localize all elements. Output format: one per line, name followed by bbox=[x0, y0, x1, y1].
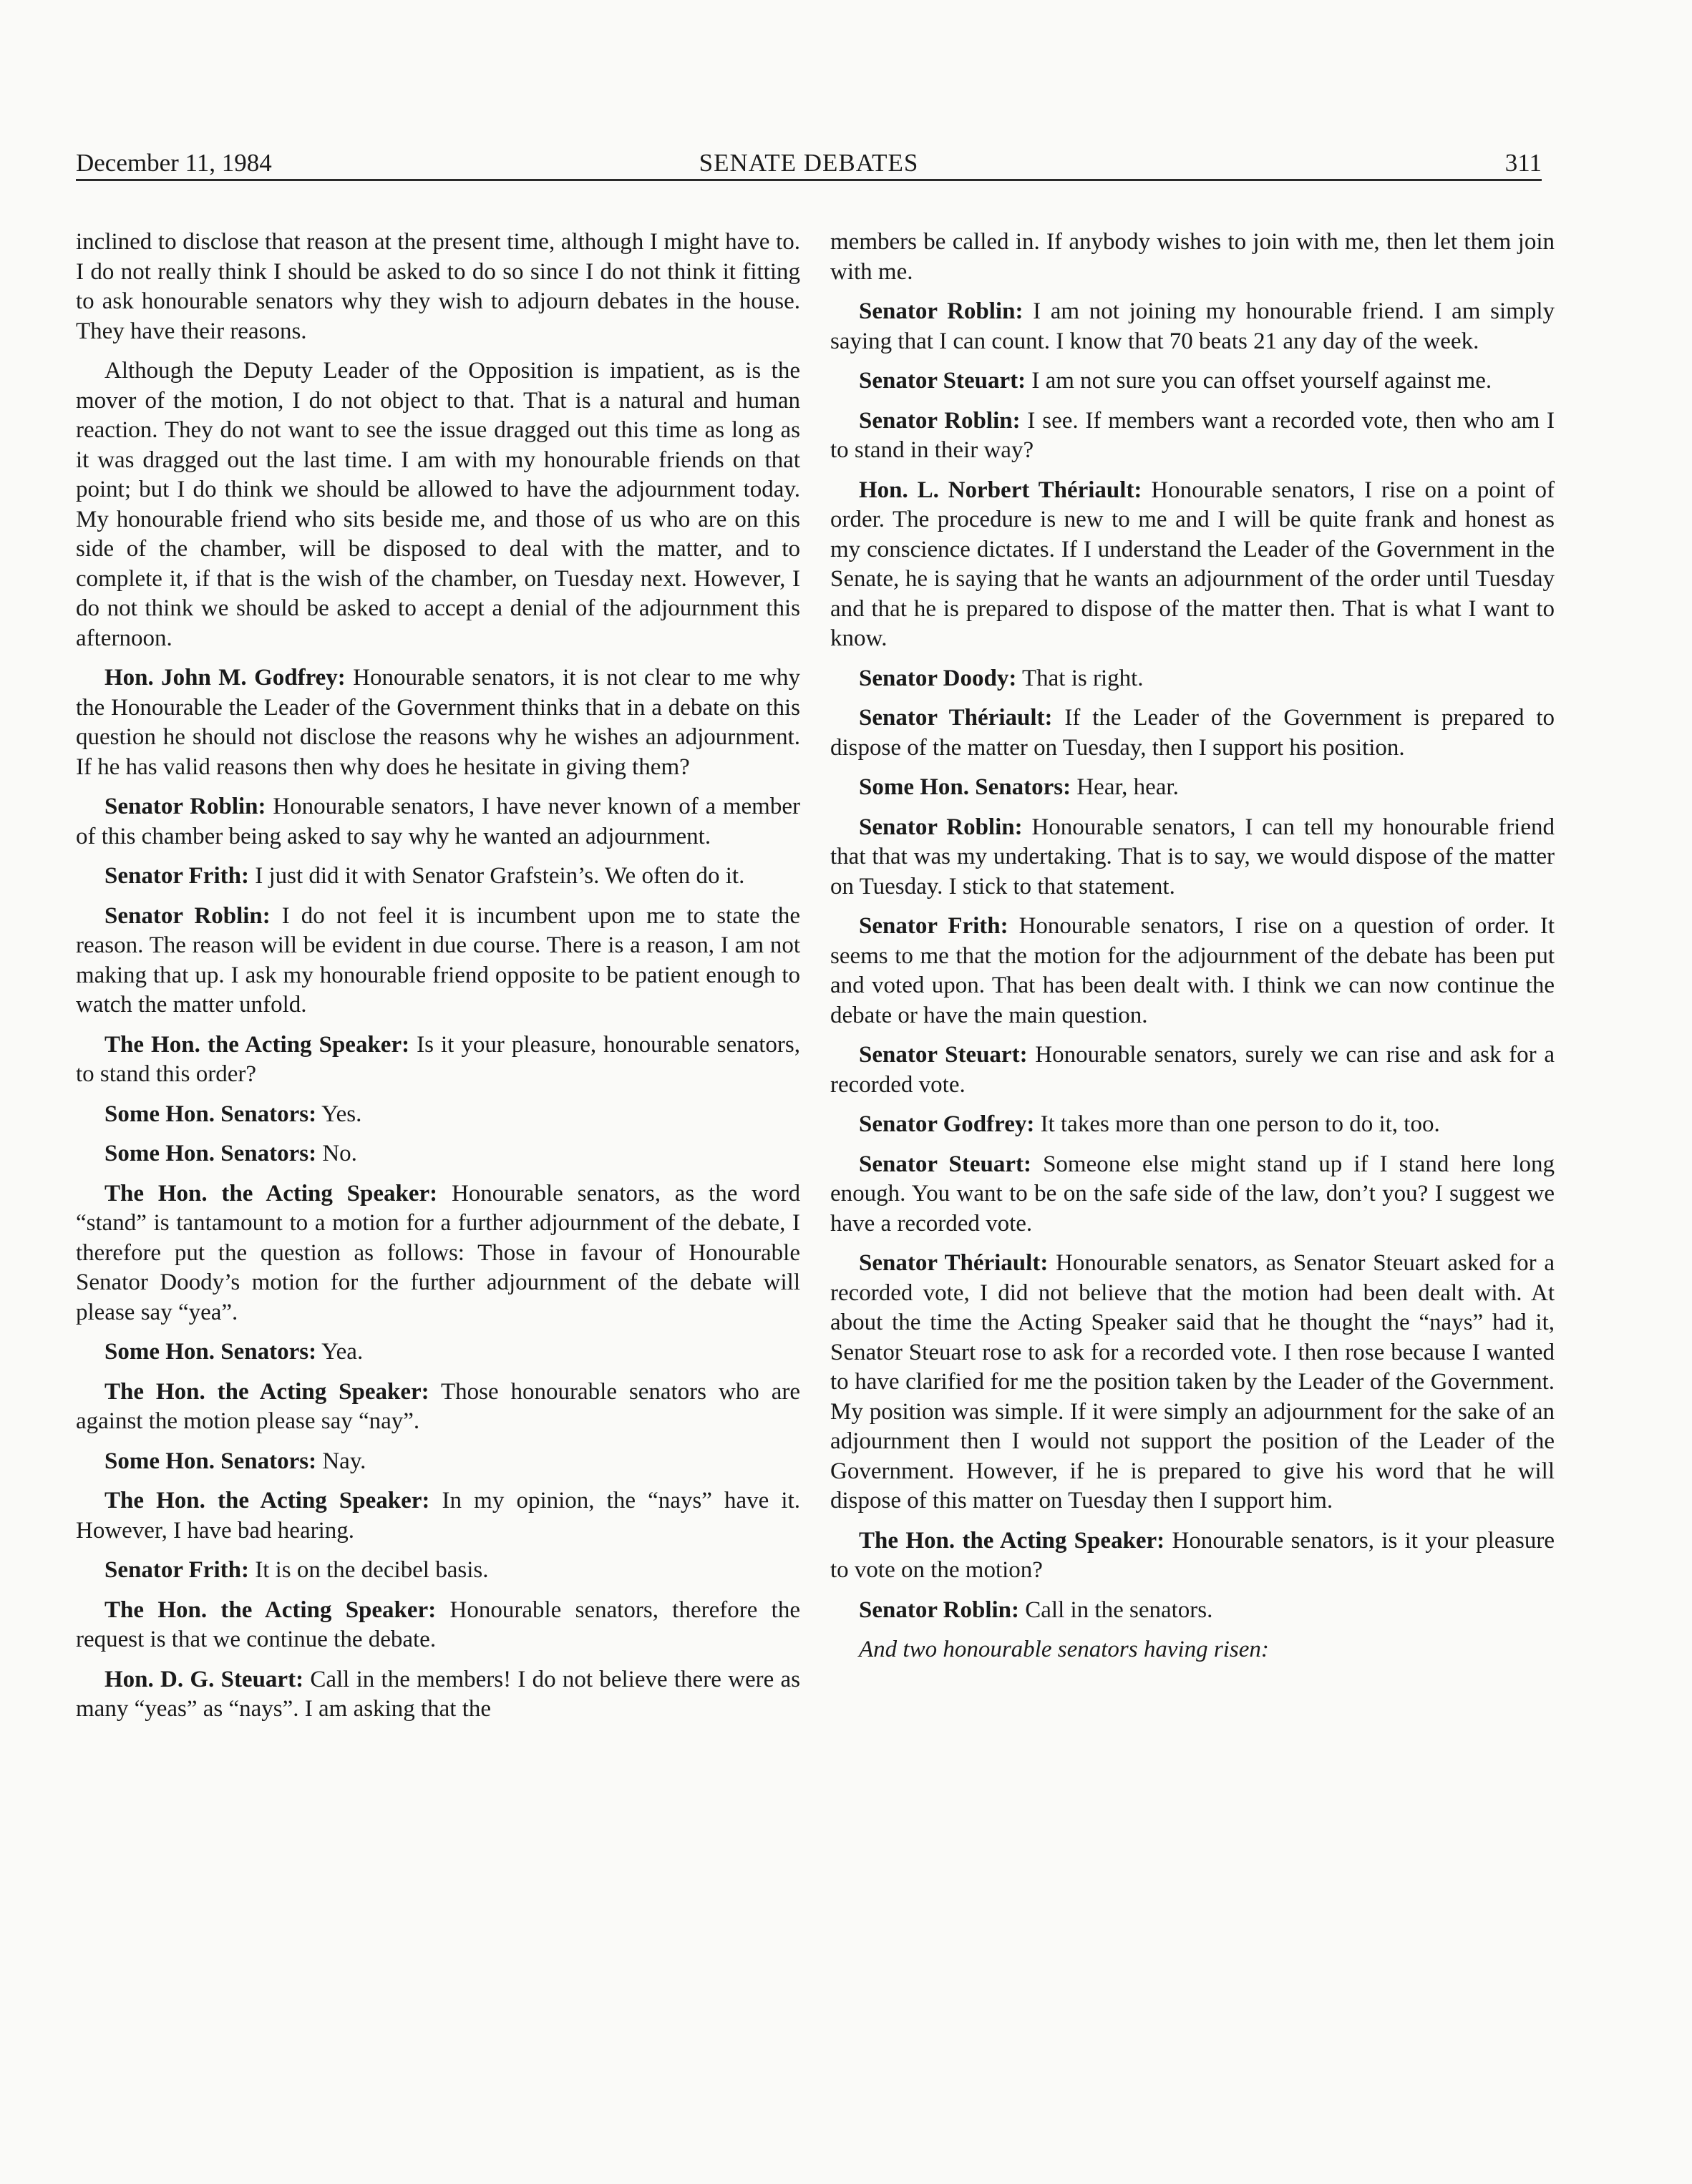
paragraph-text: Honourable senators, therefore the request is that we continue the debate. bbox=[76, 1596, 800, 1652]
speaker-name: Some Hon. Senators: bbox=[859, 774, 1071, 800]
paragraph-text: It takes more than one person to do it, too. bbox=[1034, 1111, 1440, 1137]
speaker-name: The Hon. the Acting Speaker: bbox=[104, 1596, 437, 1623]
paragraph-text: Honourable senators, I have never known of a member of this chamber being asked to say why he wanted an adjournment. bbox=[76, 794, 800, 849]
paragraph-text: It is on the decibel basis. bbox=[248, 1557, 489, 1583]
speaker-name: Senator Roblin: bbox=[104, 794, 266, 819]
paragraph-text: Honourable senators, I rise on a point of order. The procedure is new to me and I will be quite frank and honest as my conscience dictates. If I understand the Leader of the Government in the Senate, he is saying that he wants an adjournment of the order until Tuesday and that he is prepared to dispose of the matter then. That is what I want to know. bbox=[830, 477, 1555, 651]
paragraph bbox=[830, 1526, 1555, 1586]
paragraph bbox=[830, 228, 1555, 287]
paragraph bbox=[76, 1139, 800, 1169]
speaker-name: Senator Steuart: bbox=[859, 1151, 1031, 1177]
paragraph-text: Call in the members! I do not believe there were as many “yeas” as “nays”. I am asking that the bbox=[76, 1666, 800, 1722]
paragraph-text: I am not sure you can offset yourself against me. bbox=[1026, 368, 1492, 394]
speaker-name: The Hon. the Acting Speaker: bbox=[104, 1378, 429, 1405]
speaker-name: Senator Roblin: bbox=[104, 902, 271, 929]
paragraph-text: I do not feel it is incumbent upon me to state the reason. The reason will be evident in due course. There is a reason, I am not making that up. I ask my honourable friend opposite to be patient enough to watch the matter unfold. bbox=[76, 902, 800, 1018]
paragraph bbox=[76, 663, 800, 782]
paragraph bbox=[830, 476, 1555, 654]
paragraph-text: Those honourable senators who are against the motion please say “nay”. bbox=[76, 1378, 800, 1434]
paragraph-text: Although the Deputy Leader of the Opposition is impatient, as is the mover of the motion, I do not object to that. That is a natural and human reaction. They do not want to see the issue dragged out this time as long as it was dragged out the last time. I am with my honourable friends on that point; but I do think we should be allowed to have the adjournment today. My honourable friend who sits beside me, and those of us who are on this side of the chamber, will be disposed to deal with the matter, and to complete it, if that is the wish of the chamber, on Tuesday next. However, I do not think we should be asked to accept a denial of the adjournment this afternoon. bbox=[76, 358, 800, 651]
speaker-name: Some Hon. Senators: bbox=[104, 1141, 317, 1166]
paragraph bbox=[76, 1030, 800, 1090]
paragraph bbox=[830, 1150, 1555, 1239]
header-date: December 11, 1984 bbox=[76, 149, 272, 177]
paragraph bbox=[76, 1100, 800, 1130]
paragraph-text: Nay. bbox=[316, 1448, 366, 1474]
paragraph-text: Is it your pleasure, honourable senators, to stand this order? bbox=[76, 1031, 801, 1087]
paragraph bbox=[76, 902, 800, 1020]
speaker-name: The Hon. the Acting Speaker: bbox=[104, 1488, 430, 1513]
speaker-name: Senator Roblin: bbox=[859, 407, 1021, 434]
paragraph bbox=[76, 792, 800, 852]
header-rule bbox=[76, 179, 1542, 181]
paragraph bbox=[76, 862, 800, 892]
paragraph bbox=[830, 366, 1555, 396]
paragraph bbox=[830, 406, 1555, 466]
paragraph-text: I am not joining my honourable friend. I am simply saying that I can count. I know that 70 beats 21 any day of the week. bbox=[830, 298, 1555, 354]
paragraph-text: Honourable senators, I can tell my honourable friend that that was my undertaking. That is to say, we would dispose of the matter on Tuesday. I stick to that statement. bbox=[830, 814, 1555, 900]
paragraph-text: Honourable senators, I rise on a question of order. It seems to me that the motion for the adjournment of the debate has been put and voted upon. That has been dealt with. I think we can now continue the debate or have the main question. bbox=[830, 913, 1555, 1028]
paragraph bbox=[830, 1596, 1555, 1626]
paragraph-text: If the Leader of the Government is prepared to dispose of the matter on Tuesday, then I support his position. bbox=[830, 705, 1555, 761]
paragraph-text: I see. If members want a recorded vote, then who am I to stand in their way? bbox=[830, 407, 1555, 463]
speaker-name: Hon. L. Norbert Thériault: bbox=[859, 477, 1142, 503]
paragraph bbox=[830, 1249, 1555, 1516]
right-column bbox=[830, 228, 1555, 1675]
left-column bbox=[76, 228, 800, 1735]
paragraph-text: Honourable senators, as the word “stand” is tantamount to a motion for a further adjournment of the debate, I therefore put the question as follows: Those in favour of Honourable Senator Doody’s motion for the further adjournment of the debate will please say “yea”. bbox=[76, 1180, 801, 1325]
speaker-name: Hon. D. G. Steuart: bbox=[104, 1666, 304, 1692]
speaker-name: The Hon. the Acting Speaker: bbox=[104, 1031, 410, 1058]
paragraph bbox=[76, 228, 800, 346]
paragraph bbox=[830, 773, 1555, 803]
speaker-name: Senator Steuart: bbox=[859, 1042, 1028, 1068]
header-title: SENATE DEBATES bbox=[699, 149, 919, 177]
paragraph-text: members be called in. If anybody wishes to join with me, then let them join with me. bbox=[830, 229, 1555, 285]
paragraph-text: Call in the senators. bbox=[1019, 1596, 1213, 1623]
paragraph bbox=[830, 1040, 1555, 1100]
paragraph-text: Honourable senators, is it your pleasure to vote on the motion? bbox=[830, 1527, 1555, 1583]
paragraph bbox=[830, 664, 1555, 694]
paragraph bbox=[76, 1337, 800, 1368]
paragraph-text: Honourable senators, surely we can rise and ask for a recorded vote. bbox=[830, 1042, 1555, 1098]
paragraph-text: In my opinion, the “nays” have it. However, I have bad hearing. bbox=[76, 1488, 800, 1544]
paragraph-text: I just did it with Senator Grafstein’s. We often do it. bbox=[248, 863, 745, 889]
paragraph-text: Yea. bbox=[316, 1339, 364, 1365]
page-header bbox=[76, 143, 1542, 183]
paragraph-text: Hear, hear. bbox=[1071, 774, 1179, 800]
speaker-name: Senator Doody: bbox=[859, 665, 1017, 691]
speaker-name: Some Hon. Senators: bbox=[104, 1101, 317, 1127]
paragraph bbox=[76, 1486, 800, 1546]
speaker-name: Senator Frith: bbox=[104, 863, 249, 889]
paragraph-text: Someone else might stand up if I stand here long enough. You want to be on the safe side of the law, don’t you? I suggest we have a recorded vote. bbox=[830, 1151, 1555, 1237]
paragraph-text: That is right. bbox=[1016, 665, 1144, 691]
speaker-name: Some Hon. Senators: bbox=[104, 1448, 317, 1474]
paragraph-text: Yes. bbox=[316, 1101, 362, 1127]
speaker-name: Senator Frith: bbox=[859, 913, 1008, 939]
paragraph bbox=[830, 1635, 1555, 1665]
paragraph-text: Honourable senators, it is not clear to me why the Honourable the Leader of the Government thinks that in a debate on this question he should not disclose the reasons why he wishes an adjournment. If he has valid reasons then why does he hesitate in giving them? bbox=[76, 665, 800, 780]
speaker-name: Senator Steuart: bbox=[859, 368, 1026, 394]
paragraph bbox=[830, 1110, 1555, 1140]
speaker-name: Senator Roblin: bbox=[859, 1596, 1020, 1623]
paragraph-text: Honourable senators, as Senator Steuart asked for a recorded vote, I did not believe that the motion had been dealt with. At about the time the Acting Speaker said that he thought the “nays” had it, Senator Steuart rose to ask for a recorded vote. I then rose because I wanted to have clarified for me the position taken by the Leader of the Government. My position was simple. If it were simply an adjournment for the sake of an adjournment then I would not support the position of the Leader of the Government. However, if he is prepared to give his word that he will dispose of this matter on Tuesday then I support him. bbox=[830, 1250, 1555, 1513]
paragraph bbox=[830, 703, 1555, 763]
paragraph bbox=[76, 1596, 800, 1655]
paragraph bbox=[76, 1556, 800, 1586]
header-page-number: 311 bbox=[1504, 149, 1542, 177]
paragraph bbox=[76, 1665, 800, 1725]
speaker-name: Senator Roblin: bbox=[859, 298, 1024, 324]
speaker-name: Hon. John M. Godfrey: bbox=[104, 665, 346, 691]
paragraph bbox=[830, 912, 1555, 1030]
paragraph bbox=[76, 1179, 800, 1328]
speaker-name: Senator Thériault: bbox=[859, 1250, 1049, 1276]
speaker-name: Senator Frith: bbox=[104, 1557, 249, 1583]
speaker-name: Some Hon. Senators: bbox=[104, 1339, 317, 1365]
paragraph-text: inclined to disclose that reason at the present time, although I might have to. I do not really think I should be asked to do so since I do not think it fitting to ask honourable senators why they wish to adjourn debates in the house. They have their reasons. bbox=[76, 229, 800, 344]
speaker-name: Senator Godfrey: bbox=[859, 1111, 1035, 1137]
speaker-name: The Hon. the Acting Speaker: bbox=[859, 1527, 1165, 1554]
paragraph bbox=[76, 1447, 800, 1477]
speaker-name: The Hon. the Acting Speaker: bbox=[104, 1180, 438, 1206]
paragraph-text: No. bbox=[316, 1141, 357, 1166]
speaker-name: Senator Thériault: bbox=[859, 705, 1053, 731]
paragraph bbox=[76, 356, 800, 653]
paragraph bbox=[830, 297, 1555, 356]
paragraph bbox=[830, 813, 1555, 902]
paragraph bbox=[76, 1378, 800, 1437]
speaker-name: Senator Roblin: bbox=[859, 814, 1023, 840]
paragraph-text: And two honourable senators having risen: bbox=[859, 1637, 1269, 1662]
